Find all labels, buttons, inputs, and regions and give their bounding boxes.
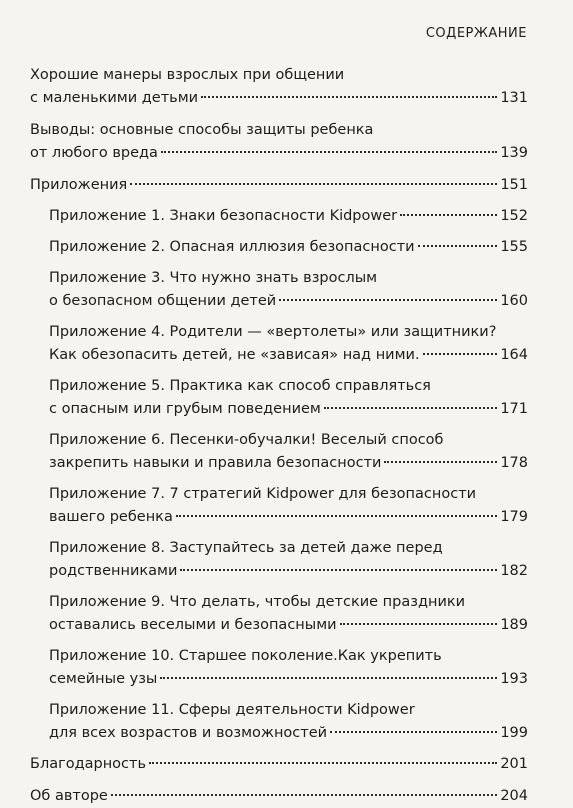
toc-entry-last-line bbox=[49, 236, 528, 259]
page-number: 189 bbox=[500, 617, 528, 633]
toc-entry[interactable] bbox=[49, 645, 528, 691]
entry-spacer bbox=[0, 313, 573, 321]
page-number: 151 bbox=[500, 177, 528, 193]
page-number: 155 bbox=[500, 239, 528, 255]
entry-spacer bbox=[0, 475, 573, 483]
page-number: 204 bbox=[500, 788, 528, 804]
toc-entry-title-line: Благодарность bbox=[30, 756, 147, 772]
toc-entry[interactable] bbox=[49, 591, 528, 637]
toc-entry[interactable] bbox=[30, 119, 528, 165]
toc-entry-title-line: оставались веселыми и безопасными bbox=[49, 617, 337, 633]
dot-leader bbox=[161, 151, 497, 153]
toc-entry[interactable] bbox=[30, 753, 528, 776]
toc-entry-title-line: Выводы: основные способы защиты ребенка bbox=[30, 122, 374, 138]
toc-entry-title-line: Приложение 1. Знаки безопасности Kidpower bbox=[49, 208, 398, 224]
toc-entry-title-line: вашего ребенка bbox=[49, 509, 173, 525]
dot-leader bbox=[384, 461, 497, 463]
toc-entry-last-line bbox=[49, 506, 528, 529]
dot-leader bbox=[111, 794, 497, 796]
toc-entry-last-line bbox=[30, 142, 528, 165]
dot-leader bbox=[149, 762, 497, 764]
toc-entry-last-line bbox=[30, 87, 528, 110]
entry-spacer bbox=[0, 259, 573, 267]
dot-leader bbox=[418, 245, 498, 247]
toc-entry-title-line: Приложение 11. Сферы деятельности Kidpower bbox=[49, 702, 415, 718]
dot-leader bbox=[340, 623, 498, 625]
toc-entry-title-line: для всех возрастов и возможностей bbox=[49, 725, 328, 741]
dot-leader bbox=[176, 515, 497, 517]
entry-spacer bbox=[0, 421, 573, 429]
toc-entry[interactable] bbox=[30, 785, 528, 808]
dot-leader bbox=[400, 214, 497, 216]
toc-entry-title-line: Приложение 4. Родители — «вертолеты» или защитники? bbox=[49, 324, 497, 340]
toc-entry-last-line bbox=[30, 174, 528, 197]
toc-entry[interactable] bbox=[49, 699, 528, 745]
toc-entry-title-line: Приложение 5. Практика как способ справляться bbox=[49, 378, 431, 394]
page-number: 201 bbox=[500, 756, 528, 772]
toc-entry[interactable] bbox=[49, 205, 528, 228]
page-number: 193 bbox=[500, 671, 528, 687]
dot-leader bbox=[130, 183, 497, 185]
page-number: 199 bbox=[500, 725, 528, 741]
toc-entry-title-line: Приложение 9. Что делать, чтобы детские праздники bbox=[49, 594, 466, 610]
dot-leader bbox=[423, 353, 498, 355]
toc-entry-title-line: Как обезопасить детей, не «зависая» над ними. bbox=[49, 347, 420, 363]
toc-entry-last-line bbox=[49, 668, 528, 691]
entry-spacer bbox=[0, 583, 573, 591]
toc-entry-title-line: семейные узы bbox=[49, 671, 158, 687]
toc-entry[interactable] bbox=[30, 174, 528, 197]
toc-entry-title-line: с маленькими детьми bbox=[30, 90, 199, 106]
toc-entry[interactable] bbox=[49, 429, 528, 475]
page-number: 160 bbox=[500, 293, 528, 309]
toc-entry-last-line bbox=[49, 344, 528, 367]
entry-spacer bbox=[0, 165, 573, 174]
dot-leader bbox=[324, 407, 497, 409]
toc-entry[interactable] bbox=[49, 236, 528, 259]
dot-leader bbox=[160, 677, 497, 679]
toc-entry-title-line: Приложение 10. Старшее поколение.Как укрепить bbox=[49, 648, 442, 664]
entry-spacer bbox=[0, 367, 573, 375]
page-number: 179 bbox=[500, 509, 528, 525]
entry-spacer bbox=[0, 197, 573, 205]
table-of-contents bbox=[0, 64, 573, 808]
toc-entry[interactable] bbox=[49, 483, 528, 529]
toc-entry-title-line: с опасным или грубым поведением bbox=[49, 401, 321, 417]
toc-entry-last-line bbox=[49, 560, 528, 583]
page-number: 164 bbox=[500, 347, 528, 363]
toc-entry-last-line bbox=[49, 398, 528, 421]
entry-spacer bbox=[0, 529, 573, 537]
toc-entry-title-line: о безопасном общении детей bbox=[49, 293, 277, 309]
toc-entry-last-line bbox=[49, 205, 528, 228]
dot-leader bbox=[201, 96, 497, 98]
toc-entry-title-line: Приложение 3. Что нужно знать взрослым bbox=[49, 270, 378, 286]
entry-spacer bbox=[0, 776, 573, 785]
toc-entry-title-line: Приложение 2. Опасная иллюзия безопасности bbox=[49, 239, 415, 255]
page-number: 171 bbox=[500, 401, 528, 417]
toc-entry-last-line bbox=[49, 722, 528, 745]
toc-entry-last-line bbox=[30, 753, 528, 776]
entry-spacer bbox=[0, 691, 573, 699]
toc-entry-title-line: родственниками bbox=[49, 563, 178, 579]
entry-spacer bbox=[0, 228, 573, 236]
toc-entry-title-line: Приложение 7. 7 стратегий Kidpower для безопасности bbox=[49, 486, 477, 502]
page-number: 178 bbox=[500, 455, 528, 471]
toc-entry[interactable] bbox=[30, 64, 528, 110]
toc-entry-last-line bbox=[49, 452, 528, 475]
toc-entry[interactable] bbox=[49, 375, 528, 421]
page-number: 131 bbox=[500, 90, 528, 106]
toc-entry-title-line: Приложение 8. Заступайтесь за детей даже перед bbox=[49, 540, 443, 556]
toc-entry-title-line: Об авторе bbox=[30, 788, 108, 804]
page-number: 152 bbox=[500, 208, 528, 224]
toc-entry-last-line bbox=[30, 785, 528, 808]
dot-leader bbox=[330, 731, 497, 733]
toc-entry-title-line: Приложение 6. Песенки-обучалки! Веселый способ bbox=[49, 432, 444, 448]
entry-spacer bbox=[0, 745, 573, 753]
toc-entry-title-line: от любого вреда bbox=[30, 145, 158, 161]
toc-entry-title-line: Хорошие манеры взрослых при общении bbox=[30, 67, 345, 83]
toc-entry[interactable] bbox=[49, 267, 528, 313]
page-number: 139 bbox=[500, 145, 528, 161]
toc-entry-title-line: Приложения bbox=[30, 177, 128, 193]
toc-entry[interactable] bbox=[49, 537, 528, 583]
entry-spacer bbox=[0, 637, 573, 645]
running-head-title: СОДЕРЖАНИЕ bbox=[425, 26, 527, 41]
entry-spacer bbox=[0, 110, 573, 119]
toc-entry-title-line: закрепить навыки и правила безопасности bbox=[49, 455, 382, 471]
toc-entry-last-line bbox=[49, 614, 528, 637]
toc-entry-last-line bbox=[49, 290, 528, 313]
dot-leader bbox=[279, 299, 497, 301]
toc-entry[interactable] bbox=[49, 321, 528, 367]
page-number: 182 bbox=[500, 563, 528, 579]
dot-leader bbox=[180, 569, 497, 571]
